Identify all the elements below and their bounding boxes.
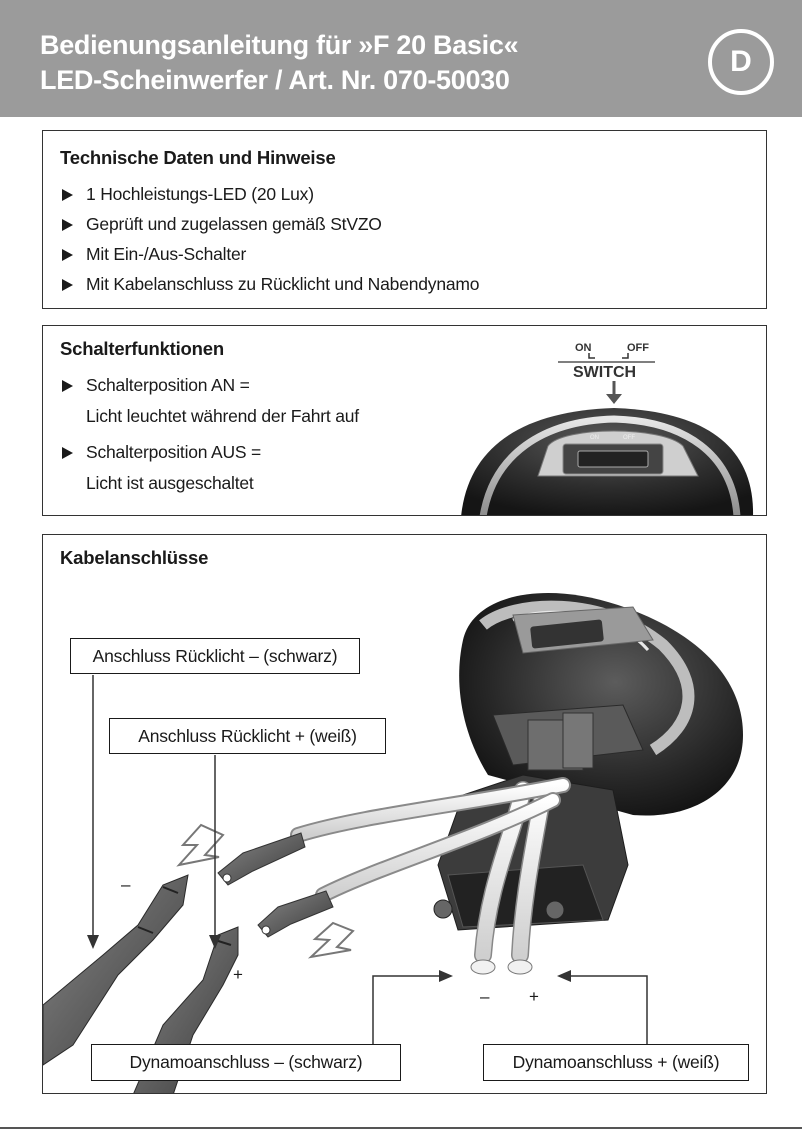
mini-on-label: ON — [590, 435, 599, 441]
list-item — [60, 209, 479, 239]
list-item — [60, 239, 479, 269]
headlight-switch-illustration — [43, 326, 767, 516]
dynamo-plus-sign: + — [529, 987, 539, 1006]
plug-plus-sign: + — [233, 965, 243, 984]
switch-off-line1: Schalterposition AUS = — [86, 442, 262, 462]
tech-data-title: Technische Daten und Hinweise — [60, 147, 336, 168]
header-banner — [0, 0, 802, 117]
list-item-text: 1 Hochleistungs-LED (20 Lux) — [86, 184, 314, 204]
bullet-triangle-icon — [62, 189, 73, 201]
document-title — [40, 28, 518, 98]
list-item — [60, 179, 479, 209]
bullet-triangle-icon — [62, 219, 73, 231]
tech-data-section — [42, 130, 767, 309]
headlight-cable-illustration — [43, 535, 767, 1094]
label-rear-light-plus: Anschluss Rücklicht + (weiß) — [109, 718, 386, 754]
label-dynamo-minus: Dynamoanschluss – (schwarz) — [91, 1044, 401, 1081]
cable-connections-section — [42, 534, 767, 1094]
switch-functions-title: Schalterfunktionen — [60, 338, 224, 359]
list-item — [60, 269, 479, 299]
switch-on-line1: Schalterposition AN = — [86, 375, 250, 395]
title-line-1: Bedienungsanleitung für »F 20 Basic« — [40, 30, 519, 60]
list-item-text: Mit Ein-/Aus-Schalter — [86, 244, 247, 264]
switch-off-line2: Licht ist ausgeschaltet — [86, 473, 254, 493]
switch-on-line2: Licht leuchtet während der Fahrt auf — [86, 406, 359, 426]
switch-off-label: OFF — [627, 342, 649, 354]
plug-minus-sign: – — [121, 875, 131, 894]
bullet-triangle-icon — [62, 249, 73, 261]
bullet-triangle-icon — [62, 279, 73, 291]
list-item-text: Mit Kabelanschluss zu Rücklicht und Nabendynamo — [86, 274, 480, 294]
dynamo-minus-sign: – — [480, 987, 490, 1006]
title-line-2: LED-Scheinwerfer / Art. Nr. 070-50030 — [40, 65, 510, 95]
switch-functions-section — [42, 325, 767, 516]
cable-connections-title: Kabelanschlüsse — [60, 547, 209, 568]
language-badge: D — [708, 29, 774, 95]
tech-data-list — [60, 179, 479, 299]
label-dynamo-plus: Dynamoanschluss + (weiß) — [483, 1044, 749, 1081]
label-rear-light-minus: Anschluss Rücklicht – (schwarz) — [70, 638, 360, 674]
switch-word-label: SWITCH — [573, 364, 637, 381]
list-item-text: Geprüft und zugelassen gemäß StVZO — [86, 214, 382, 234]
mini-off-label: OFF — [623, 435, 635, 441]
bottom-rule — [0, 1127, 802, 1129]
switch-on-label: ON — [575, 342, 592, 354]
